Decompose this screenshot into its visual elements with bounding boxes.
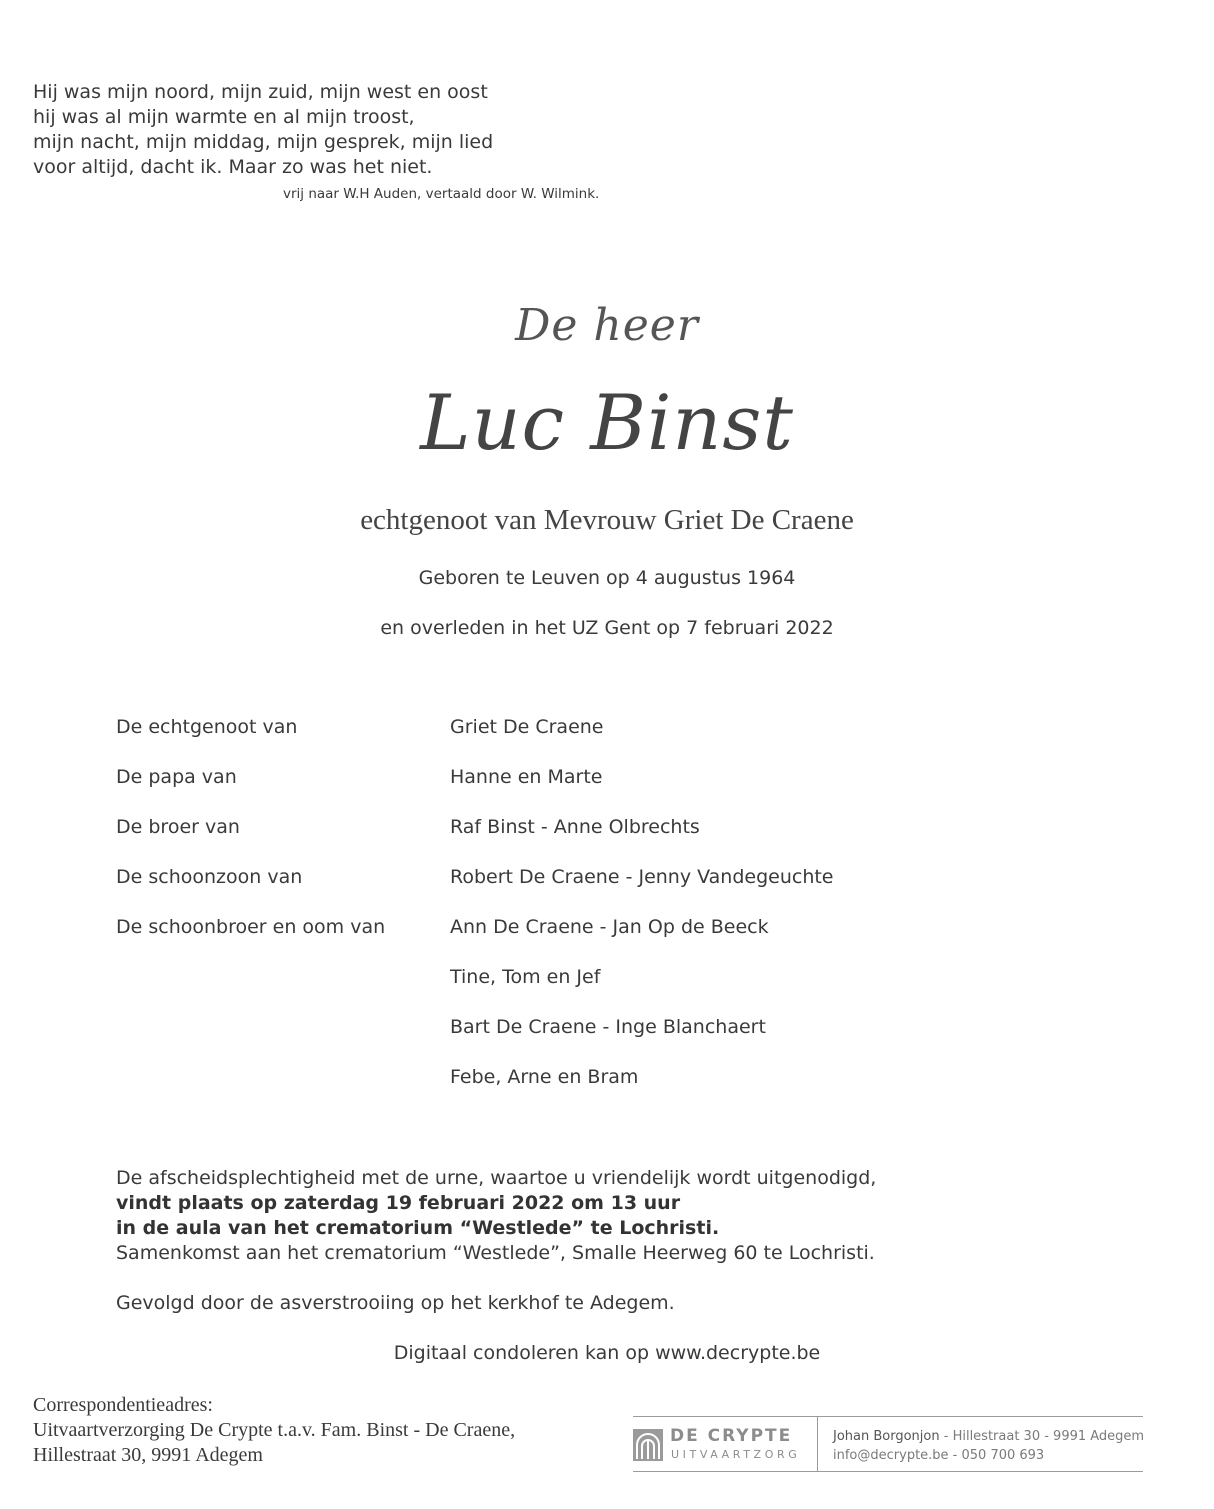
contact-email-phone: info@decrypte.be - 050 700 693 — [833, 1448, 1045, 1463]
relation-value: Febe, Arne en Bram — [450, 1066, 639, 1088]
relation-label: De schoonzoon van — [116, 866, 303, 888]
relation-value: Robert De Craene - Jenny Vandegeuchte — [450, 866, 834, 888]
correspondence-heading: Correspondentieadres: — [33, 1394, 213, 1416]
poem — [33, 80, 493, 180]
condolences-note: Digitaal condoleren kan op www.decrypte.be — [393, 1342, 821, 1364]
correspondence-line: Uitvaartverzorging De Crypte t.a.v. Fam. Binst - De Craene, — [33, 1419, 516, 1441]
relation-label: De echtgenoot van — [116, 716, 298, 738]
birth-line: Geboren te Leuven op 4 augustus 1964 — [418, 567, 796, 589]
funeral-home-logo — [633, 1427, 805, 1463]
ceremony-intro: De afscheidsplechtigheid met de urne, waartoe u vriendelijk wordt uitgenodigd, — [116, 1167, 877, 1189]
crypt-arch-icon — [633, 1429, 663, 1461]
logo-subtitle: UITVAARTZORG — [671, 1448, 801, 1461]
funeral-home-footer — [633, 1416, 1143, 1472]
relation-value: Griet De Craene — [450, 716, 604, 738]
contact-address: - Hillestraat 30 - 9991 Adegem — [939, 1429, 1145, 1444]
death-line: en overleden in het UZ Gent op 7 februari 2022 — [380, 617, 834, 639]
deceased-name: Luc Binst — [420, 378, 794, 467]
relation-label: De schoonbroer en oom van — [116, 916, 386, 938]
poem-line: Hij was mijn noord, mijn zuid, mijn west en oost — [33, 81, 488, 103]
relation-value: Raf Binst - Anne Olbrechts — [450, 816, 700, 838]
funeral-home-contact — [833, 1427, 1144, 1465]
ceremony-gathering: Samenkomst aan het crematorium “Westlede”, Smalle Heerweg 60 te Lochristi. — [116, 1242, 875, 1264]
correspondence-line: Hillestraat 30, 9991 Adegem — [33, 1444, 263, 1466]
relation-value: Hanne en Marte — [450, 766, 603, 788]
relation-value: Ann De Craene - Jan Op de Beeck — [450, 916, 769, 938]
contact-name: Johan Borgonjon — [833, 1429, 940, 1444]
title-prefix: De heer — [515, 300, 699, 351]
poem-attribution: vrij naar W.H Auden, vertaald door W. Wilmink. — [283, 186, 600, 202]
poem-line: hij was al mijn warmte en al mijn troost, — [33, 106, 415, 128]
poem-line: mijn nacht, mijn middag, mijn gesprek, mijn lied — [33, 131, 494, 153]
spouse-line: echtgenoot van Mevrouw Griet De Craene — [360, 504, 854, 536]
ceremony-location: in de aula van het crematorium “Westlede” te Lochristi. — [116, 1217, 720, 1239]
relation-label: De broer van — [116, 816, 240, 838]
footer-divider — [817, 1417, 818, 1471]
correspondence-address — [33, 1393, 515, 1468]
ceremony-date: vindt plaats op zaterdag 19 februari 2022 om 13 uur — [116, 1192, 681, 1214]
logo-name: DE CRYPTE — [670, 1426, 793, 1446]
ceremony-details — [116, 1166, 876, 1266]
relation-label: De papa van — [116, 766, 237, 788]
poem-line: voor altijd, dacht ik. Maar zo was het niet. — [33, 156, 433, 178]
ash-scattering-note: Gevolgd door de asverstrooiing op het kerkhof te Adegem. — [116, 1292, 675, 1314]
relation-value: Tine, Tom en Jef — [450, 966, 601, 988]
relation-value: Bart De Craene - Inge Blanchaert — [450, 1016, 766, 1038]
